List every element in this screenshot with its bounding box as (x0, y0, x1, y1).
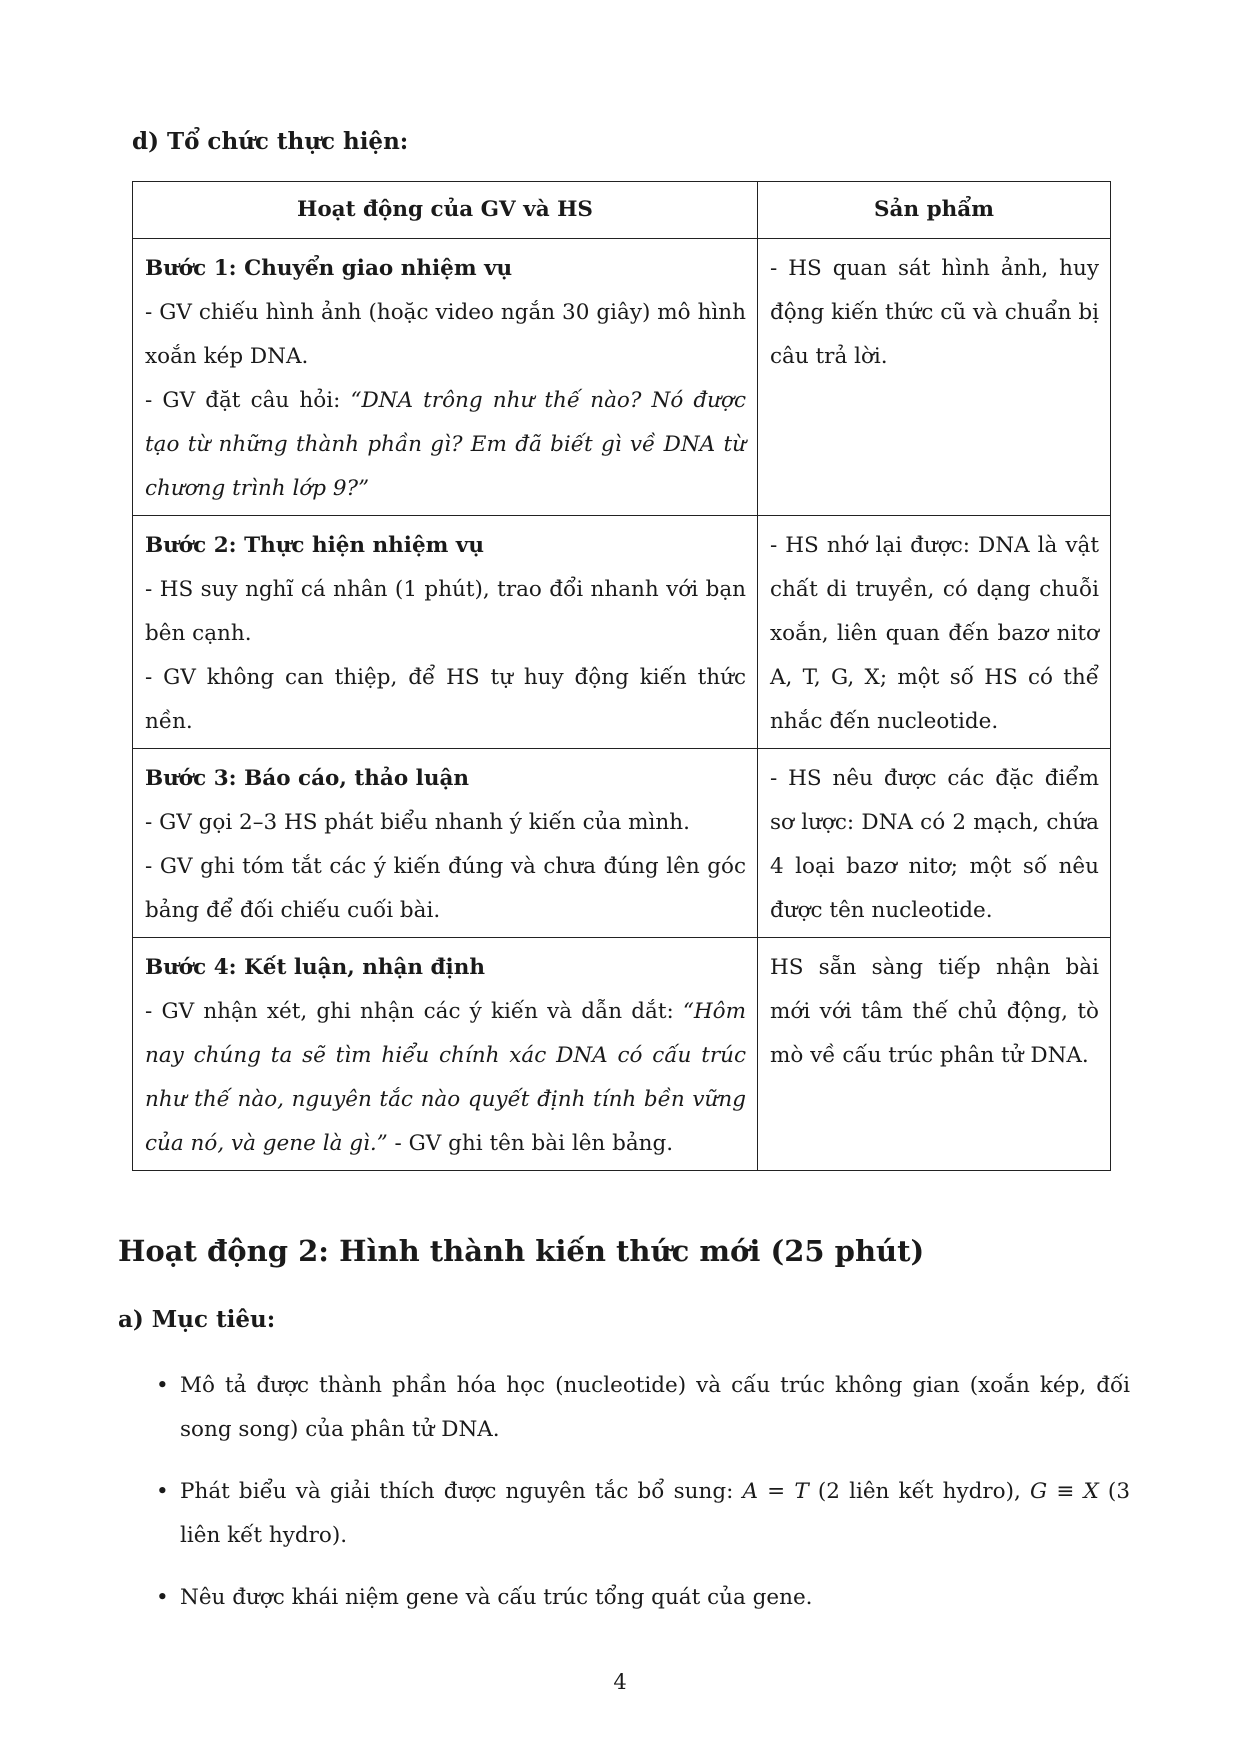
table-row (133, 938, 1111, 1171)
objective-text: (3 liên kết hydro). (180, 1479, 1131, 1548)
activity-table (132, 181, 1111, 1171)
activity-line-text: - GV đặt câu hỏi: (145, 388, 351, 413)
activity-line-with-quote (145, 379, 746, 511)
table-row (133, 516, 1111, 749)
objective-text: Mô tả được thành phần hóa học (nucleotide) và cấu trúc không gian (xoắn kép, đối song song) của phân tử DNA. (180, 1373, 1130, 1442)
activity-2-heading: Hoạt động 2: Hình thành kiến thức mới (25 phút) (118, 1234, 925, 1268)
list-item (156, 1470, 1131, 1558)
product-cell: - HS nhớ lại được: DNA là vật chất di truyền, có dạng chuỗi xoắn, liên quan đến bazơ nitơ A, T, G, X; một số HS có thể nhắc đến nucleotide. (758, 516, 1111, 749)
page-number: 4 (613, 1670, 627, 1694)
table-header-row (133, 182, 1111, 239)
product-cell: HS sẵn sàng tiếp nhận bài mới với tâm thế chủ động, tò mò về cấu trúc phân tử DNA. (758, 938, 1111, 1171)
objective-text: Phát biểu và giải thích được nguyên tắc bổ sung: (180, 1479, 743, 1504)
activity-cell (133, 938, 758, 1171)
activity-cell (133, 516, 758, 749)
activity-line-tail: - GV ghi tên bài lên bảng. (387, 1131, 674, 1156)
objectives-list (156, 1364, 1131, 1638)
column-header-products: Sản phẩm (758, 182, 1111, 239)
step-title: Bước 4: Kết luận, nhận định (145, 955, 485, 980)
list-item (156, 1364, 1130, 1452)
step-title: Bước 3: Báo cáo, thảo luận (145, 766, 470, 791)
objective-text: (2 liên kết hydro), (808, 1479, 1030, 1504)
step-title: Bước 2: Thực hiện nhiệm vụ (145, 533, 485, 558)
goal-label: a) Mục tiêu: (118, 1306, 276, 1333)
formula-g-x: G ≡ X (1029, 1479, 1099, 1504)
activity-cell (133, 749, 758, 938)
activity-line: - GV không can thiệp, để HS tự huy động kiến thức nền. (145, 665, 746, 734)
activity-line-text: - GV nhận xét, ghi nhận các ý kiến và dẫn dắt: (145, 999, 683, 1024)
activity-line: - GV ghi tóm tắt các ý kiến đúng và chưa đúng lên góc bảng để đối chiếu cuối bài. (145, 854, 746, 923)
activity-cell (133, 239, 758, 516)
activity-line: - GV chiếu hình ảnh (hoặc video ngắn 30 giây) mô hình xoắn kép DNA. (145, 300, 746, 369)
activity-line: - GV gọi 2–3 HS phát biểu nhanh ý kiến của mình. (145, 810, 690, 835)
list-item (156, 1576, 1130, 1620)
objective-text: Nêu được khái niệm gene và cấu trúc tổng quát của gene. (180, 1585, 813, 1610)
bullet-icon: • (156, 1373, 169, 1398)
section-d-label: d) Tổ chức thực hiện: (132, 128, 409, 155)
table-row (133, 749, 1111, 938)
bullet-icon: • (156, 1585, 169, 1610)
activity-line-with-quote (145, 990, 746, 1166)
column-header-activities: Hoạt động của GV và HS (133, 182, 758, 239)
step-title: Bước 1: Chuyển giao nhiệm vụ (145, 256, 513, 281)
quoted-lead-in: “Hôm nay chúng ta sẽ tìm hiểu chính xác DNA có cấu trúc như thế nào, nguyên tắc nào quyết định tính bền vững của nó, và gene là gì.” (145, 999, 746, 1156)
activity-line: - HS suy nghĩ cá nhân (1 phút), trao đổi nhanh với bạn bên cạnh. (145, 577, 746, 646)
formula-a-t: A = T (742, 1479, 809, 1504)
bullet-icon: • (156, 1479, 169, 1504)
product-cell: - HS nêu được các đặc điểm sơ lược: DNA có 2 mạch, chứa 4 loại bazơ nitơ; một số nêu được tên nucleotide. (758, 749, 1111, 938)
product-cell: - HS quan sát hình ảnh, huy động kiến thức cũ và chuẩn bị câu trả lời. (758, 239, 1111, 516)
table-row (133, 239, 1111, 516)
quoted-question: “DNA trông như thế nào? Nó được tạo từ những thành phần gì? Em đã biết gì về DNA từ chương trình lớp 9?” (145, 388, 746, 501)
